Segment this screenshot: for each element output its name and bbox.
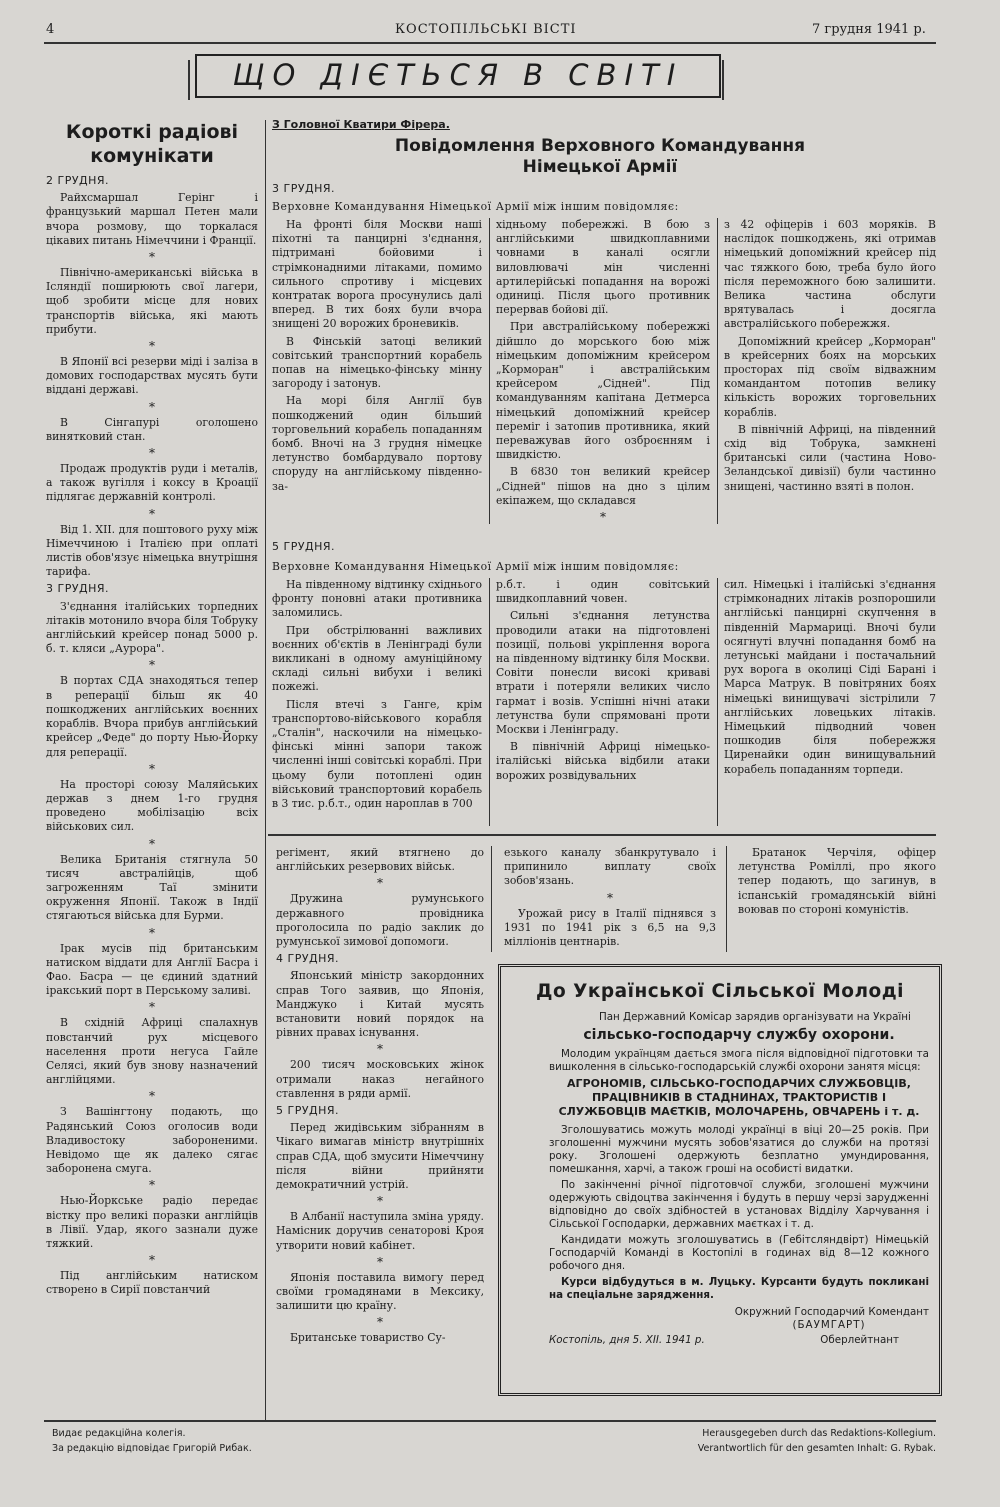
- news-item: В східній Африці спалахнув повстанчий рух місцевого населення проти негуса Гайле Селясі, який був знову назначений англійцями.: [46, 1016, 258, 1087]
- news-item: В північній Африці німецько-італійські війська відбили атаки ворожих розвідувальних: [496, 740, 710, 782]
- banner-frame: [195, 54, 721, 98]
- date-heading: 3 ГРУДНЯ.: [46, 582, 110, 596]
- news-item: В Японії всі резерви міді і заліза в домових господарствах мусять бути віддані державі.: [46, 355, 258, 397]
- column-3-lower: [504, 846, 716, 952]
- separator: *: [149, 506, 155, 521]
- footer-rule: [44, 1420, 936, 1422]
- news-item: Ірак мусів під британським натиском віддати для Англії Басра і Фао. Басра — це єдиний здатний іракський порт в Перському заливі.: [46, 941, 258, 998]
- footer-editor: За редакцію відповідає Григорій Рибак.: [52, 1443, 252, 1454]
- news-item: В 6830 тон великий крейсер „Сідней" пішов на дно з цілим екіпажем, що складався: [496, 465, 710, 507]
- hq-lead-b: Верховне Командування Німецької Армії між іншим повідомляє:: [272, 560, 679, 573]
- date-heading: 4 ГРУДНЯ.: [276, 952, 340, 966]
- news-item: Райхсмаршал Герінг і французький маршал Петен мали вчора розмову, що торкалася цікавих питань Німеччини і Франції.: [46, 191, 258, 247]
- news-item: При австралійському побережжі дійшло до морського бою між німецьким допоміжним крейсером „Корморан" і австралійським крейсером „Сідней". Під командуванням капітана Детмерса німецький допоміжний крейсер переміг і затопив противника, який переважував його озброєнням і швидкістю.: [496, 320, 710, 462]
- news-item: Дружина румунського державного провідника проголосила по радіо заклик до румунської зимової допомоги.: [276, 892, 484, 949]
- news-item: Нью-Йоркське радіо передає вістку про великі поразки англійців в Лівії. Удар, якого зазнали дуже тяжкий.: [46, 1194, 258, 1250]
- footer-left: [52, 1426, 252, 1456]
- news-item: р.б.т. і один совітський швидкоплавний човен.: [496, 578, 710, 606]
- news-item: Британське товариство Су-: [290, 1331, 446, 1345]
- news-item: На південному відтинку східнього фронту поновні атаки противника заломились.: [272, 578, 482, 620]
- separator: *: [377, 1194, 383, 1209]
- separator: *: [149, 925, 155, 940]
- column-rule: [489, 578, 490, 826]
- news-item: Велика Британія стягнула 50 тисяч австралійців, щоб загроженням Таї змінити окруження Японії. Також в Індії стягаються війська для Бурми.: [46, 852, 258, 923]
- news-item: В Албанії наступила зміна уряду. Намісник доручив сенаторові Кроя утворити новий кабінет.: [276, 1210, 484, 1252]
- column-2-lower: [276, 846, 484, 1349]
- date-heading: 5 ГРУДНЯ.: [272, 540, 336, 553]
- page-number: 4: [46, 22, 55, 37]
- hq-col-a2-body: [496, 218, 710, 526]
- news-item: Від 1. XII. для поштового руху між Німеччиною і Італією при оплаті листів обов'язує німецька внутрішня тарифа.: [46, 522, 258, 579]
- news-item: з 42 офіцерів і 603 моряків. В наслідок пошкоджень, які отримав німецький допоміжний крейсер під час тяжкого бою, треба було його після переможного бою залишити. Велика частина обслуги врятувалась і досягла австралійського побережжя.: [724, 218, 936, 331]
- separator: *: [149, 1178, 155, 1193]
- separator: *: [149, 399, 155, 414]
- ad-service: сільсько-господарчу службу охорони.: [583, 1027, 895, 1043]
- ad-paragraph: По закінченні річної підготовчої служби, зголошені мужчини одержують свідоцтва закінчення і будуть в першу черзі зарудженні відповідно до своїх здібностей в установах Відділу Харчування і Сільської Господарки, державних маєтках і т. д.: [549, 1179, 929, 1230]
- news-item: В Фінській затоці великий совітський транспортний корабель попав на німецько-фінську мінну загороду і затонув.: [272, 334, 482, 391]
- news-item: На просторі союзу Маляйських держав з днем 1-го грудня проведено мобілізацію всіх військових сил.: [46, 777, 258, 834]
- separator: *: [377, 1042, 383, 1057]
- ad-box: [498, 964, 942, 1396]
- news-item: Японський міністр закордонних справ Того заявив, що Японія, Манджуко і Китай мусять встановити новий порядок на рівних правах існування.: [276, 969, 484, 1040]
- date-heading: 2 ГРУДНЯ.: [46, 174, 110, 187]
- footer-publisher: Видає редакційна колегія.: [52, 1428, 186, 1439]
- news-item: Японія поставила вимогу перед своїми громадянами в Мексику, залишити цю країну.: [276, 1270, 484, 1313]
- news-item: хідньому побережжі. В бою з англійськими швидкоплавними човнами в каналі осягли виловлювачі мін численні артилерійські попадання на ворожі одиниці. Після цього противник перервав бойові дії.: [496, 218, 710, 317]
- news-item: сил. Німецькі і італійські з'єднання стрімконадних літаків розпорошили англійські панцирні скупчення в південній Мармариці. Вночі були осягнуті влучні попадання бомб на летунські майдани і постачальний рух ворога в околиці Сіді Барані і Марса Матрук. В повітряних боях німецькі винищувачі зістрілили 7 англійських ловецьких літаків. Німецький підводний човен пошкодив біля побережжя Циренайки один винищувальний корабель попаданням торпеди.: [724, 578, 936, 776]
- ad-body: [549, 1011, 929, 1347]
- separator: *: [149, 446, 155, 461]
- news-item: З'єднання італійських торпедних літаків мотонило вчора біля Тобруку англійський крейсер понад 5000 р. б. т. кляси „Аурора".: [46, 599, 258, 656]
- news-item: В портах СДА знаходяться тепер в реперації більш як 40 пошкоджених англійських воєнних кораблів. Вчора прибув англійський крейсер „Феде" до порту Нью-Йорку для реперації.: [46, 674, 258, 759]
- hq-col-a1: [272, 182, 482, 199]
- news-item: При обстрілюванні важливих воєнних об'єктів в Ленінграді були викликані в одному амуніційному складі сильні вибухи і великі пожежі.: [272, 623, 482, 694]
- news-item: Продаж продуктів руди і металів, а також вугілля і коксу в Кроації підлягає державній контролі.: [46, 462, 258, 504]
- footer-editor-de: Verantwortlich für den gesamten Inhalt: G. Rybak.: [697, 1443, 936, 1454]
- news-item: Братанок Черчіля, офіцер летунства Роміллі, про якого тепер подають, що загинув, в іспанській громадянській війні воював по стороні комуністів.: [738, 846, 936, 916]
- paper-name: КОСТОПІЛЬСЬКІ ВІСТІ: [395, 22, 577, 37]
- hq-col-b2-body: [496, 578, 710, 786]
- column-rule: [265, 120, 266, 1420]
- hq-col-a3-body: [724, 218, 936, 497]
- ad-intro: Пан Державний Комісар зарядив організувати на Україні: [599, 1011, 911, 1023]
- ad-paragraph: Зголошуватись можуть молоді українці в віці 20—25 років. При зголошенні мужчини мусять зобов'язатися до служби на протязі року. Зголошені одержують безплатно умундировання, помешкання, харчі, а також гроші на особисті видатки.: [549, 1124, 929, 1175]
- separator: *: [149, 1000, 155, 1015]
- hq-date-b: [272, 540, 482, 557]
- banner-right-bracket: [722, 60, 724, 100]
- news-item: Перед жидівським зібранням в Чікаго вимагав міністр внутрішніх справ СДА, щоб змусити Німеччину після війни прийняти демократичний устрій.: [276, 1121, 484, 1192]
- news-item: регімент, який втягнено до англійських резервових військ.: [276, 846, 484, 874]
- ad-paragraph: Курси відбудуться в м. Луцьку. Курсанти будуть покликані на спеціальне зарядження.: [549, 1276, 929, 1301]
- column-rule: [491, 846, 492, 952]
- column-4-lower: [738, 846, 936, 920]
- news-item: Після втечі з Ганге, крім транспортово-військового корабля „Сталін", наскочили на німецько-фінські мінні запори також численні інші совітські кораблі. При цьому були потоплені один військовий транспортовий корабель в 3 тис. р.б.т., один нарoплав в 700: [272, 697, 482, 811]
- news-item: Урожай рису в Італії піднявся з 1931 по 1941 рік з 6,5 на 9,3 мілліонів центнарів.: [504, 906, 716, 949]
- news-item: В північній Африці, на південний схід від Тобрука, замкнені британські сили (частина Ново-Зеландської дивізії) були частинно знищені, частинно взяті в полон.: [724, 422, 936, 493]
- left-title: Короткі радіові комунікати: [65, 121, 239, 167]
- separator: *: [149, 761, 155, 776]
- ad-place-date: Костопіль, дня 5. XII. 1941 р.: [549, 1334, 705, 1346]
- column-rule: [489, 218, 490, 524]
- column-rule: [726, 846, 727, 952]
- hq-kicker: З Головної Кватири Фірера.: [272, 118, 450, 131]
- header-rule: [44, 42, 936, 44]
- left-column: [46, 120, 258, 1301]
- separator: *: [149, 836, 155, 851]
- ad-paragraph: Молодим українцям дається змога після відповідної підготовки та вишколення в сільсько-господарській службі охорони занятя місця:: [549, 1048, 929, 1073]
- separator: *: [149, 1253, 155, 1268]
- news-item: 200 тисяч московських жінок отримали наказ негайного ставлення в ряди армії.: [276, 1058, 484, 1100]
- ad-signer-rank: Оберлейтнант: [820, 1334, 899, 1346]
- footer-publisher-de: Herausgegeben durch das Redaktions-Kollegium.: [702, 1428, 936, 1439]
- news-item: Сильні з'єднання летунства проводили атаки на підготовлені позиції, польові укріплення ворога на південному відтинку біля Москви. Совіти понесли високі криваві втрати і потеряли великих число гармат і возів. Успішні нічні атаки летунства були спрямовані проти Москви і Ленінграду.: [496, 609, 710, 737]
- column-rule: [717, 218, 718, 524]
- separator: *: [607, 890, 613, 905]
- issue-date: 7 грудня 1941 р.: [812, 22, 926, 37]
- separator: *: [377, 1315, 383, 1330]
- hq-lead-a: Верховне Командування Німецької Армії між іншим повідомляє:: [272, 200, 679, 213]
- ad-paragraph: Кандидати можуть зголошуватись в (Гебітсляндвірт) Німецькій Господарчій Команді в Костопілі в годинах від 8—12 кожного робочого дня.: [549, 1234, 929, 1272]
- hq-col-b1-body: [272, 578, 482, 814]
- news-item: Північно-американські війська в Ісляндії поширюють свої лагери, щоб зробити місце для нових транспортів війська, які мають прибути.: [46, 266, 258, 336]
- column-rule: [717, 578, 718, 826]
- footer-right: [676, 1426, 936, 1456]
- ad-signer-name: (БАУМГАРТ): [792, 1319, 866, 1331]
- news-item: З Вашінгтону подають, що Радянський Союз оголосив води Владивостоку забороненими. Невідомо ще як далеко сягає заборонена смуга.: [46, 1105, 258, 1176]
- separator: *: [600, 510, 606, 525]
- hq-col-b3-body: [724, 578, 936, 780]
- news-item: На фронті біля Москви наші піхотні та панцирні з'єднання, підтримані бойовими і стрімконадними літаками, помимо сильного спротиву і місцевих контратак ворога просунулись далі вперед. В тих боях були вчора знищені 20 ворожих броневиків.: [272, 218, 482, 331]
- news-item: В Сінгапурі оголошено винятковий стан.: [46, 415, 258, 443]
- ad-title: До Української Сільської Молоді: [535, 981, 905, 1002]
- news-item: езького каналу збанкрутувало і припинило виплату своїх зобов'язань.: [504, 846, 716, 888]
- separator: *: [149, 658, 155, 673]
- hq-title: Повідомлення Верховного Командування Німецької Армії: [394, 136, 806, 177]
- separator: *: [149, 1089, 155, 1104]
- banner-left-bracket: [188, 60, 190, 100]
- ad-jobs: АГРОНОМІВ, СІЛЬСЬКО-ГОСПОДАРЧИХ СЛУЖБОВЦІВ, ПРАЦІВНИКІВ В СТАДНИНАХ, ТРАКТОРИСТІВ І СЛУЖБОВЦІВ МАЄТКІВ, МОЛОЧАРЕНЬ, ОВЧАРЕНЬ і т. д.: [558, 1077, 920, 1118]
- date-heading: 3 ГРУДНЯ.: [272, 182, 336, 195]
- hq-col-a1-body: [272, 218, 482, 497]
- ad-signer-title: Окружний Господарчий Комендант: [734, 1306, 929, 1318]
- date-heading: 5 ГРУДНЯ.: [276, 1104, 340, 1118]
- separator: *: [149, 250, 155, 265]
- separator: *: [377, 1254, 383, 1269]
- news-item: На морі біля Англії був пошкоджений один більший торговельний корабель попаданням бомб. Вночі на 3 грудня німецке летунство бомбардувало портову споруду на англійському південно-за-: [272, 394, 482, 493]
- banner-title: ЩО ДІЄТЬСЯ В СВІТІ: [232, 58, 684, 92]
- separator: *: [149, 339, 155, 354]
- news-item: Під англійським натиском створено в Сирії повстанчий: [46, 1269, 258, 1297]
- separator: *: [377, 876, 383, 891]
- hq-bottom-rule: [268, 834, 936, 836]
- news-item: Допоміжний крейсер „Корморан" в крейсерних боях на морських просторах під своїм відважним командантом потопив велику кількість ворожих торговельних кораблів.: [724, 334, 936, 419]
